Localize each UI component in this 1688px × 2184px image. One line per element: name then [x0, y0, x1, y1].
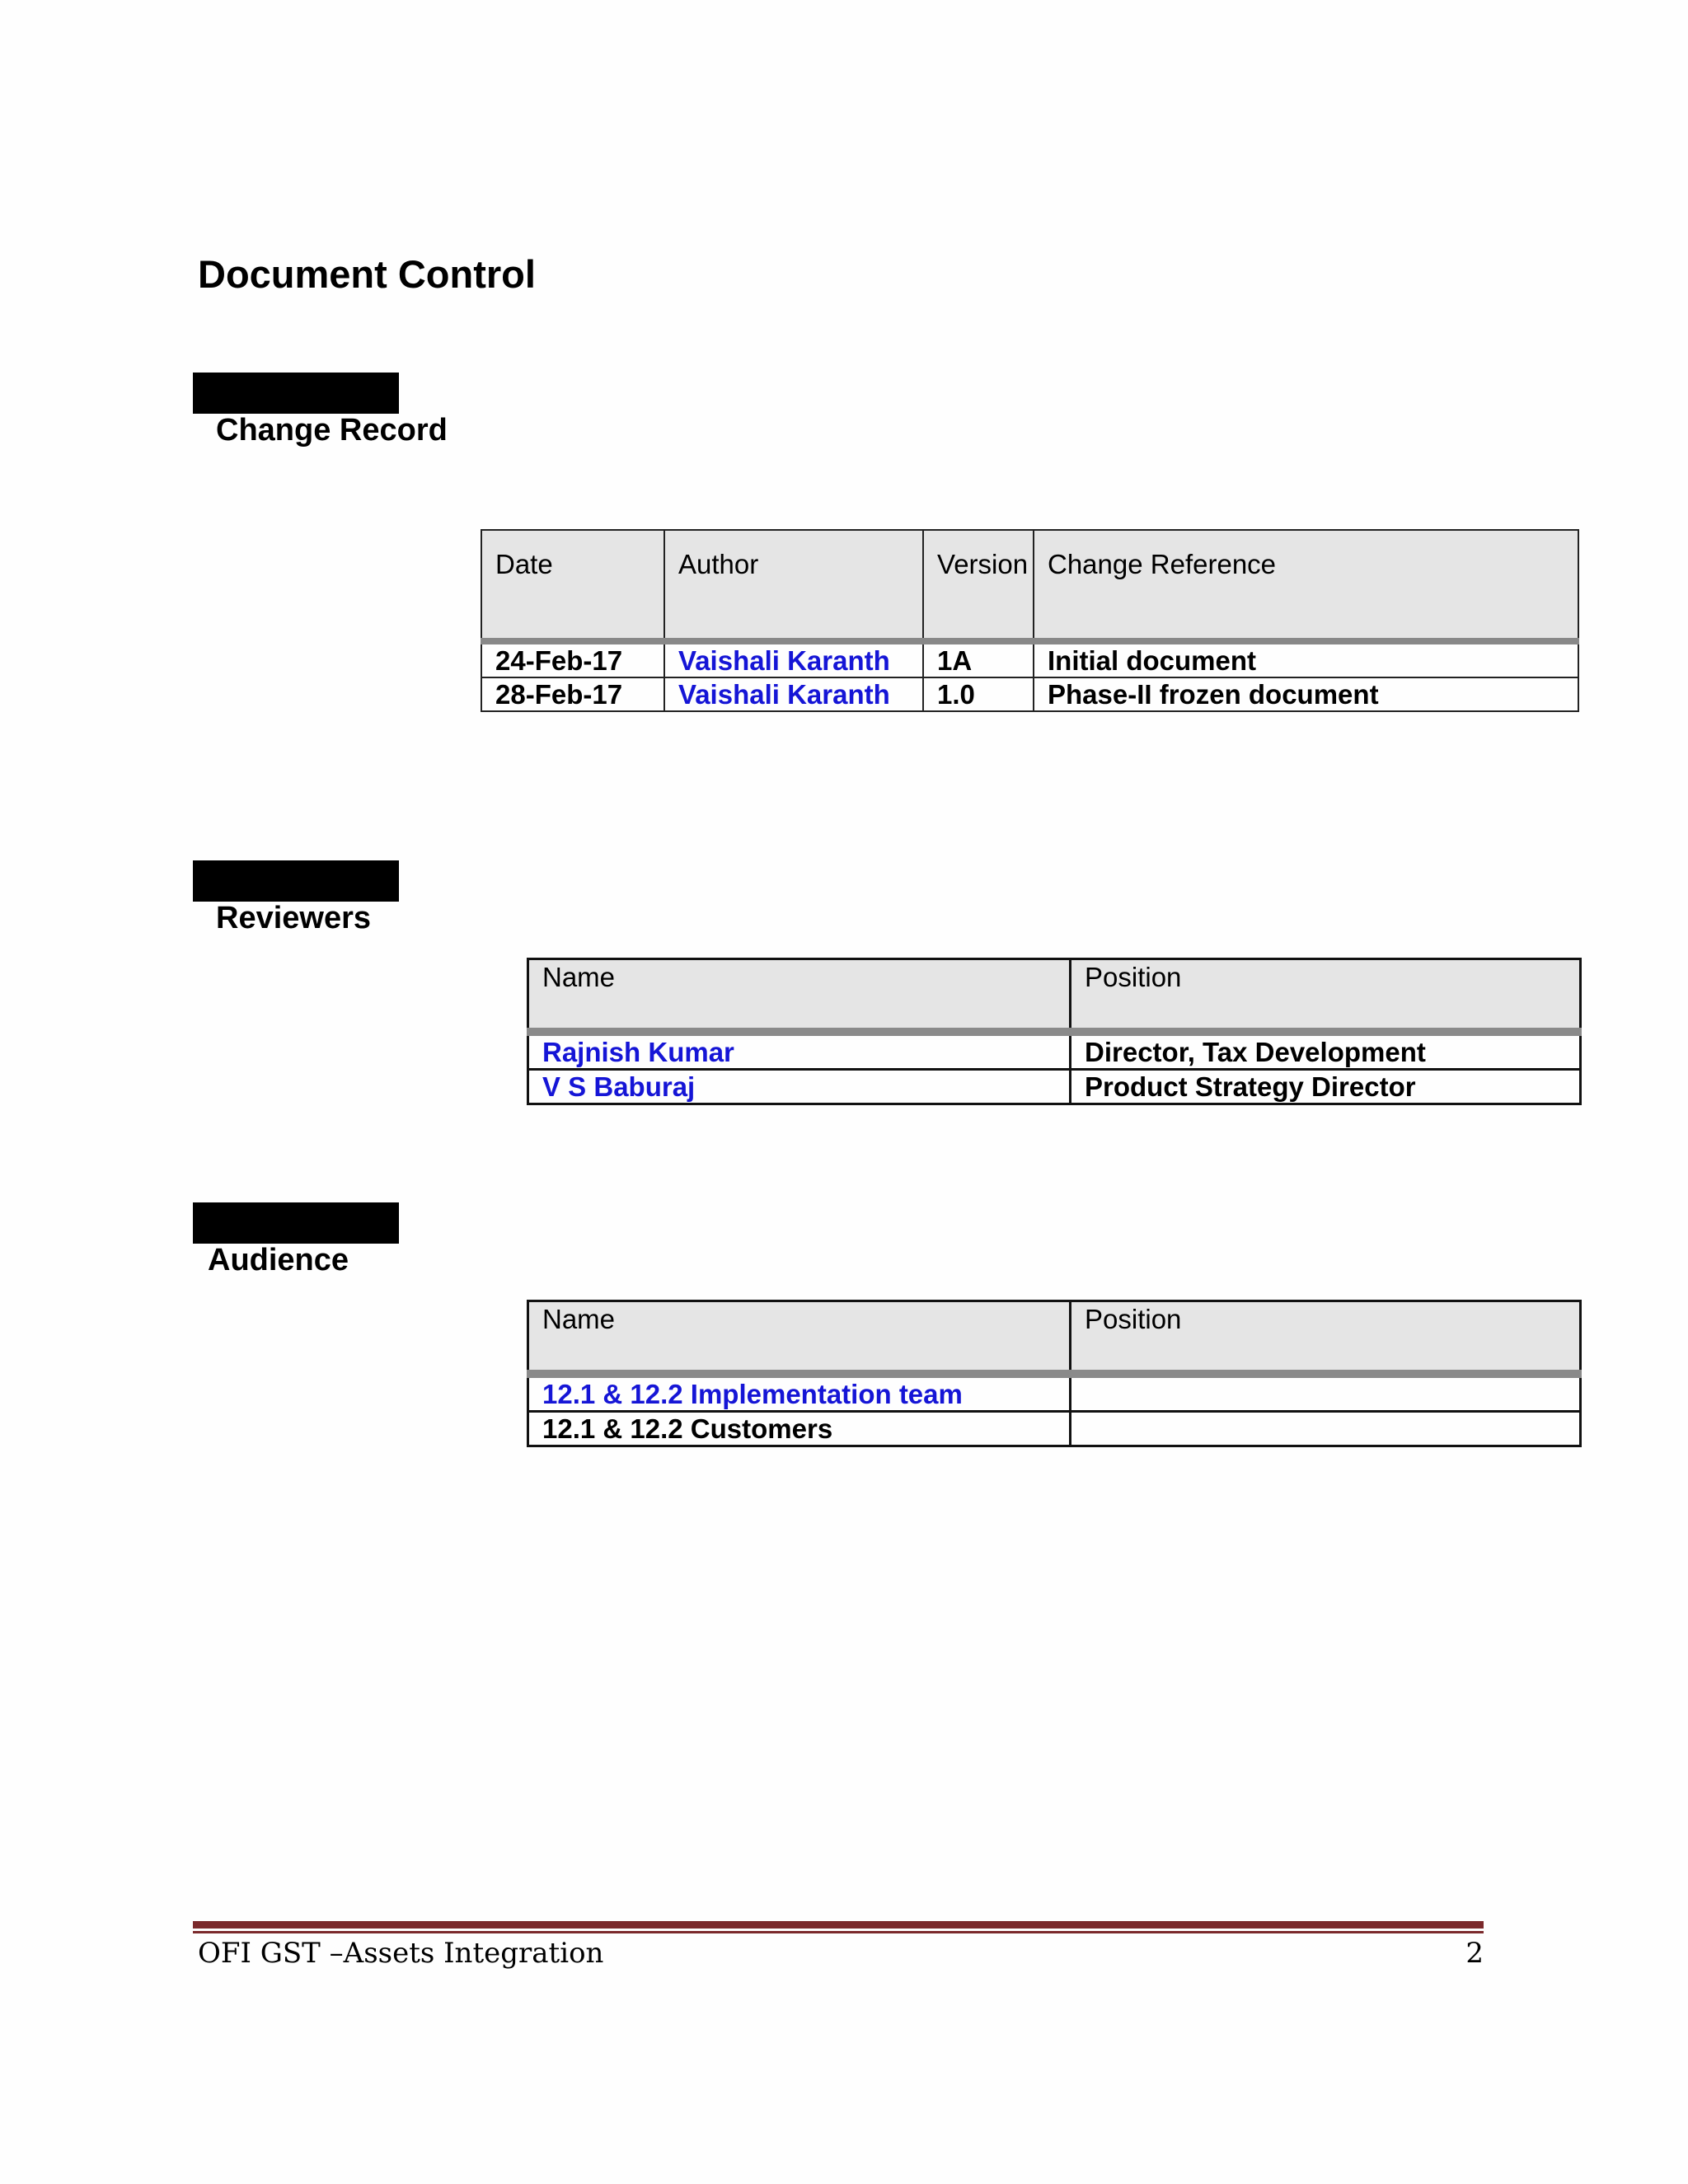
- table-row: [481, 677, 1578, 711]
- footer-rule: [193, 1921, 1484, 1929]
- redaction-block: [193, 1202, 399, 1244]
- redaction-block: [193, 373, 399, 414]
- audience-heading: Audience: [208, 1243, 349, 1277]
- author-link[interactable]: Vaishali Karanth: [664, 677, 923, 711]
- reviewers-heading: Reviewers: [216, 901, 372, 935]
- version-cell: 1.0: [923, 677, 1034, 711]
- change-reference-cell: Initial document: [1034, 641, 1578, 677]
- table-header-row: [528, 1301, 1581, 1375]
- redaction-block: [193, 860, 399, 902]
- date-cell: 24-Feb-17: [481, 641, 664, 677]
- column-header-position: Position: [1071, 959, 1581, 1033]
- reviewer-position: Product Strategy Director: [1071, 1070, 1581, 1104]
- audience-position: [1071, 1412, 1581, 1446]
- column-header-version: Version: [923, 530, 1034, 641]
- audience-name-link[interactable]: 12.1 & 12.2 Implementation team: [528, 1374, 1071, 1412]
- table-row: [528, 1070, 1581, 1104]
- audience-name: 12.1 & 12.2 Customers: [528, 1412, 1071, 1446]
- footer-document-name: OFI GST –Assets Integration: [198, 1937, 604, 1970]
- reviewer-name-link[interactable]: V S Baburaj: [528, 1070, 1071, 1104]
- footer-rule-thin: [193, 1931, 1484, 1933]
- table-row: [528, 1412, 1581, 1446]
- date-cell: 28-Feb-17: [481, 677, 664, 711]
- column-header-name: Name: [528, 959, 1071, 1033]
- reviewer-position: Director, Tax Development: [1071, 1032, 1581, 1070]
- column-header-position: Position: [1071, 1301, 1581, 1375]
- column-header-change-reference: Change Reference: [1034, 530, 1578, 641]
- reviewers-table: [527, 958, 1582, 1105]
- page-number: 2: [1465, 1937, 1484, 1970]
- table-row: [528, 1032, 1581, 1070]
- audience-position: [1071, 1374, 1581, 1412]
- page-title: Document Control: [198, 252, 536, 296]
- table-header-row: [481, 530, 1578, 641]
- author-link[interactable]: Vaishali Karanth: [664, 641, 923, 677]
- change-record-heading: Change Record: [216, 413, 448, 448]
- table-header-row: [528, 959, 1581, 1033]
- column-header-date: Date: [481, 530, 664, 641]
- reviewer-name-link[interactable]: Rajnish Kumar: [528, 1032, 1071, 1070]
- table-row: [528, 1374, 1581, 1412]
- change-record-table: [481, 529, 1579, 712]
- change-reference-cell: Phase-II frozen document: [1034, 677, 1578, 711]
- column-header-name: Name: [528, 1301, 1071, 1375]
- version-cell: 1A: [923, 641, 1034, 677]
- audience-table: [527, 1300, 1582, 1447]
- column-header-author: Author: [664, 530, 923, 641]
- table-row: [481, 641, 1578, 677]
